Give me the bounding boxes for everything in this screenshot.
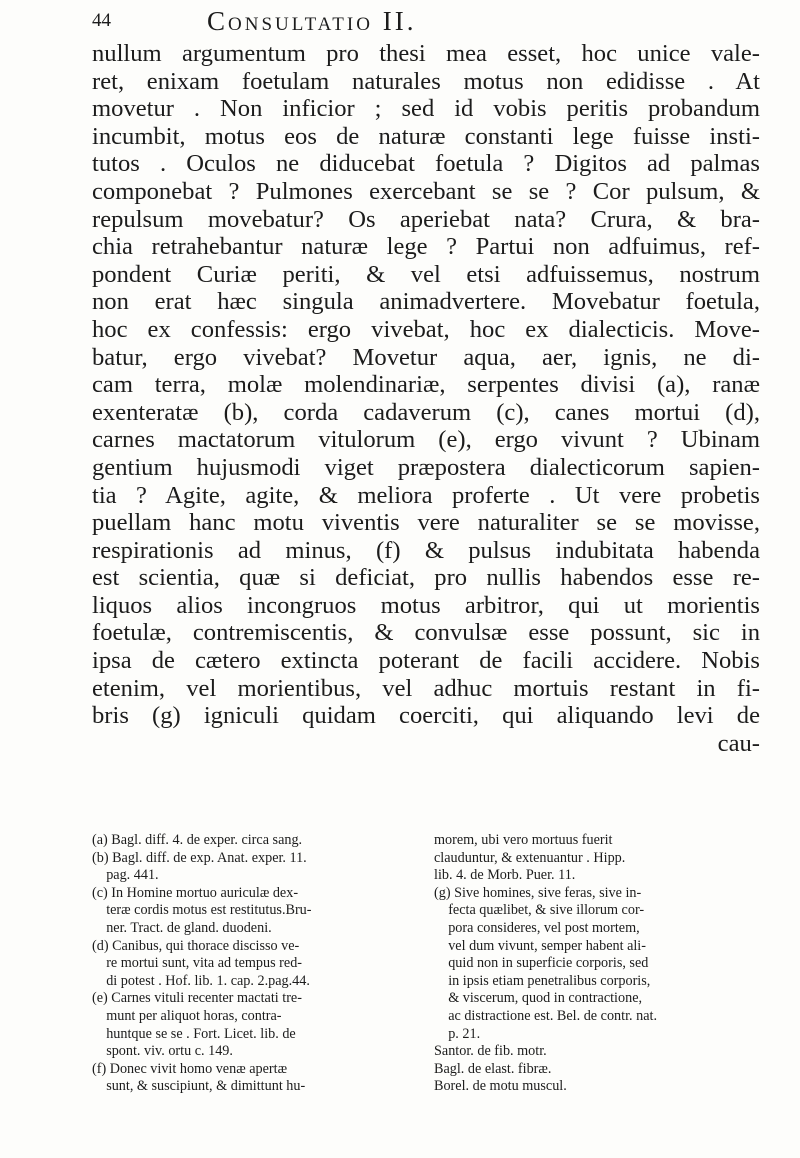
text-line: tia ? Agite, agite, & meliora proferte . Ut vere probetis xyxy=(92,481,760,509)
footnote-line: spont. viv. ortu c. 149. xyxy=(92,1043,233,1060)
footnote-line: (g) Sive homines, sive feras, sive in- xyxy=(434,884,642,901)
footnote-line: re mortui sunt, vita ad tempus red- xyxy=(92,955,303,972)
footnote-line: sunt, & suscipiunt, & dimittunt hu- xyxy=(92,1078,306,1095)
footnote-line: ac distractione est. Bel. de contr. nat. xyxy=(434,1007,657,1024)
footnote-line: Borel. de motu muscul. xyxy=(434,1078,567,1095)
text-line: ret, enixam foetulam naturales motus non edidisse . At xyxy=(92,67,760,95)
page-header xyxy=(92,6,752,38)
footnote-line: huntque se se . Fort. Licet. lib. de xyxy=(92,1025,296,1042)
text-line: hoc ex confessis: ergo vivebat, hoc ex dialecticis. Move- xyxy=(92,315,760,343)
text-line: tutos . Oculos ne diducebat foetula ? Digitos ad palmas xyxy=(92,150,760,178)
page-number: 44 xyxy=(92,10,111,31)
text-line: exenteratæ (b), corda cadaverum (c), canes mortui (d), xyxy=(92,398,760,426)
footnote-line: p. 21. xyxy=(434,1025,481,1042)
footnote-line: (c) In Homine mortuo auriculæ dex- xyxy=(92,884,299,901)
text-line: repulsum movebatur? Os aperiebat nata? Crura, & bra- xyxy=(92,205,760,233)
footnote-line: pora consideres, vel post mortem, xyxy=(434,919,640,936)
text-line: incumbit, motus eos de naturæ constanti lege fuisse insti- xyxy=(92,122,760,150)
text-line: nullum argumentum pro thesi mea esset, hoc unice vale- xyxy=(92,40,760,67)
footnote-line: morem, ubi vero mortuus fuerit xyxy=(434,832,613,848)
footnote-line: teræ cordis motus est restitutus.Bru- xyxy=(92,902,312,919)
footnotes-right-column xyxy=(434,832,760,1096)
text-line: chia retrahebantur naturæ lege ? Partui non adfuimus, ref- xyxy=(92,233,760,261)
footnote-line: vel dum vivunt, semper habent ali- xyxy=(434,937,646,954)
footnote-line: pag. 441. xyxy=(92,867,159,884)
text-line: pondent Curiæ periti, & vel etsi adfuissemus, nostrum xyxy=(92,260,760,288)
main-text xyxy=(92,40,760,757)
footnote-line: clauduntur, & extenuantur . Hipp. xyxy=(434,849,626,866)
text-line: componebat ? Pulmones exercebant se se ? Cor pulsum, & xyxy=(92,177,760,205)
text-line: liquos alios incongruos motus arbitror, qui ut morientis xyxy=(92,591,760,619)
footnote-line: & viscerum, quod in contractione, xyxy=(434,990,643,1007)
text-line: movetur . Non inficior ; sed id vobis peritis probandum xyxy=(92,95,760,123)
text-line: puellam hanc motu viventis vere naturaliter se se movisse, xyxy=(92,509,760,537)
text-line: carnes mactatorum vitulorum (e), ergo vivunt ? Ubinam xyxy=(92,426,760,454)
footnote-line: fecta quælibet, & sive illorum cor- xyxy=(434,902,645,919)
footnotes xyxy=(92,832,760,1142)
footnote-line: lib. 4. de Morb. Puer. 11. xyxy=(434,867,576,884)
text-line: gentium hujusmodi viget præpostera dialecticorum sapien- xyxy=(92,453,760,481)
footnote-line: (f) Donec vivit homo venæ apertæ xyxy=(92,1060,288,1077)
text-line: non erat hæc singula animadvertere. Movebatur foetula, xyxy=(92,288,760,316)
footnote-line: ner. Tract. de gland. duodeni. xyxy=(92,919,272,936)
text-line: cam terra, molæ molendinariæ, serpentes divisi (a), ranæ xyxy=(92,371,760,399)
footnote-line: in ipsis etiam penetralibus corporis, xyxy=(434,972,651,989)
running-title: Consultatio II. xyxy=(207,6,417,36)
text-line: etenim, vel morientibus, vel adhuc mortuis restant in fi- xyxy=(92,674,760,702)
text-line: cau- xyxy=(717,729,760,757)
footnote-line: (b) Bagl. diff. de exp. Anat. exper. 11. xyxy=(92,849,307,866)
text-line: respirationis ad minus, (f) & pulsus indubitata habenda xyxy=(92,536,760,564)
text-line: batur, ergo vivebat? Movetur aqua, aer, ignis, ne di- xyxy=(92,343,760,371)
footnote-line: Bagl. de elast. fibræ. xyxy=(434,1060,552,1077)
text-line: ipsa de cætero extincta poterant de facili accidere. Nobis xyxy=(92,647,760,675)
footnote-line: di potest . Hof. lib. 1. cap. 2.pag.44. xyxy=(92,972,310,989)
footnote-line: (e) Carnes vituli recenter mactati tre- xyxy=(92,990,302,1007)
footnote-line: Santor. de fib. motr. xyxy=(434,1043,547,1060)
footnote-line: (d) Canibus, qui thorace discisso ve- xyxy=(92,937,300,954)
text-line: est scientia, quæ si deficiat, pro nullis habendos esse re- xyxy=(92,564,760,592)
footnote-line: quid non in superficie corporis, sed xyxy=(434,955,649,972)
footnote-line: (a) Bagl. diff. 4. de exper. circa sang. xyxy=(92,832,303,848)
text-line: bris (g) igniculi quidam coerciti, qui aliquando levi de xyxy=(92,702,760,730)
footnote-line: munt per aliquot horas, contra- xyxy=(92,1007,282,1024)
footnotes-left-column xyxy=(92,832,410,1096)
text-line: foetulæ, contremiscentis, & convulsæ esse possunt, sic in xyxy=(92,619,760,647)
